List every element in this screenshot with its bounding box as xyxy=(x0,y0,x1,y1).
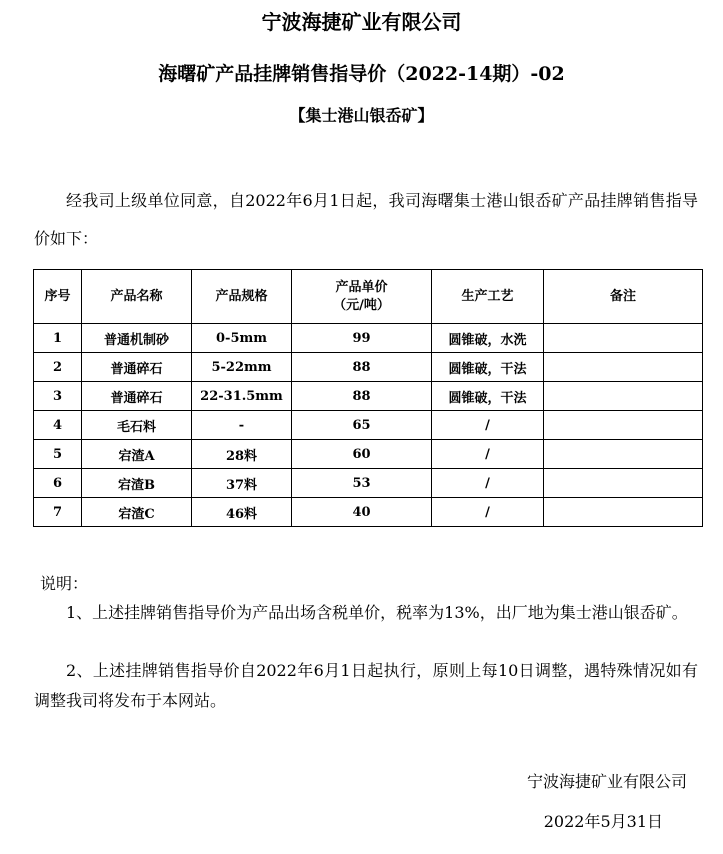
cell-process: / xyxy=(432,440,544,469)
cell-remark xyxy=(544,382,703,411)
cell-unit-price: 65 xyxy=(292,411,432,440)
cell-seq: 3 xyxy=(34,382,82,411)
notes-title: 说明： xyxy=(40,574,89,593)
cell-unit-price: 99 xyxy=(292,324,432,353)
cell-seq: 6 xyxy=(34,469,82,498)
cell-product-spec: - xyxy=(192,411,292,440)
table-row xyxy=(34,353,703,382)
header-unit-price-line1: 产品单价 xyxy=(335,279,388,295)
table-row xyxy=(34,411,703,440)
signature-company: 宁波海捷矿业有限公司 xyxy=(526,772,687,791)
cell-product-spec: 28料 xyxy=(192,440,292,469)
cell-unit-price: 88 xyxy=(292,353,432,382)
cell-unit-price: 53 xyxy=(292,469,432,498)
cell-remark xyxy=(544,440,703,469)
cell-product-name: 宕渣A xyxy=(82,440,192,469)
header-process: 生产工艺 xyxy=(432,270,544,324)
cell-process: / xyxy=(432,498,544,527)
cell-process: 圆锥破，水洗 xyxy=(432,324,544,353)
table-row xyxy=(34,469,703,498)
cell-product-spec: 37料 xyxy=(192,469,292,498)
cell-remark xyxy=(544,411,703,440)
cell-product-name: 普通碎石 xyxy=(82,382,192,411)
document-title: 海曙矿产品挂牌销售指导价（2022-14期）-02 xyxy=(158,63,565,85)
table-header-row xyxy=(34,270,703,324)
cell-product-name: 普通碎石 xyxy=(82,353,192,382)
cell-process: 圆锥破，干法 xyxy=(432,382,544,411)
cell-remark xyxy=(544,498,703,527)
header-unit-price xyxy=(292,270,432,324)
cell-remark xyxy=(544,353,703,382)
cell-process: / xyxy=(432,411,544,440)
mine-subtitle: 【集士港山银岙矿】 xyxy=(289,106,434,125)
cell-seq: 7 xyxy=(34,498,82,527)
cell-process: 圆锥破，干法 xyxy=(432,353,544,382)
cell-product-name: 普通机制砂 xyxy=(82,324,192,353)
company-title: 宁波海捷矿业有限公司 xyxy=(261,10,462,34)
cell-remark xyxy=(544,324,703,353)
note-item-2: 2、上述挂牌销售指导价自2022年6月1日起执行，原则上每10日调整，遇特殊情况如有调整我司将发布于本网站。 xyxy=(34,661,698,710)
table-row xyxy=(34,440,703,469)
table-row xyxy=(34,498,703,527)
cell-product-name: 宕渣C xyxy=(82,498,192,527)
cell-product-spec: 0-5mm xyxy=(192,324,292,353)
header-product-name: 产品名称 xyxy=(82,270,192,324)
table-row xyxy=(34,324,703,353)
cell-product-spec: 46料 xyxy=(192,498,292,527)
signature-date: 2022年5月31日 xyxy=(543,812,663,831)
header-remark: 备注 xyxy=(544,270,703,324)
note-item-1: 1、上述挂牌销售指导价为产品出场含税单价，税率为13%，出厂地为集士港山银岙矿。 xyxy=(66,603,688,622)
price-table xyxy=(33,269,703,527)
cell-unit-price: 40 xyxy=(292,498,432,527)
cell-seq: 1 xyxy=(34,324,82,353)
header-unit-price-line2: （元/吨） xyxy=(333,297,390,313)
table-row xyxy=(34,382,703,411)
cell-unit-price: 88 xyxy=(292,382,432,411)
cell-product-spec: 5-22mm xyxy=(192,353,292,382)
cell-seq: 4 xyxy=(34,411,82,440)
header-seq: 序号 xyxy=(34,270,82,324)
cell-process: / xyxy=(432,469,544,498)
cell-product-name: 毛石料 xyxy=(82,411,192,440)
cell-product-name: 宕渣B xyxy=(82,469,192,498)
cell-unit-price: 60 xyxy=(292,440,432,469)
header-product-spec: 产品规格 xyxy=(192,270,292,324)
cell-product-spec: 22-31.5mm xyxy=(192,382,292,411)
cell-remark xyxy=(544,469,703,498)
cell-seq: 5 xyxy=(34,440,82,469)
cell-seq: 2 xyxy=(34,353,82,382)
intro-paragraph: 经我司上级单位同意，自2022年6月1日起，我司海曙集士港山银岙矿产品挂牌销售指导价如下： xyxy=(34,191,698,248)
